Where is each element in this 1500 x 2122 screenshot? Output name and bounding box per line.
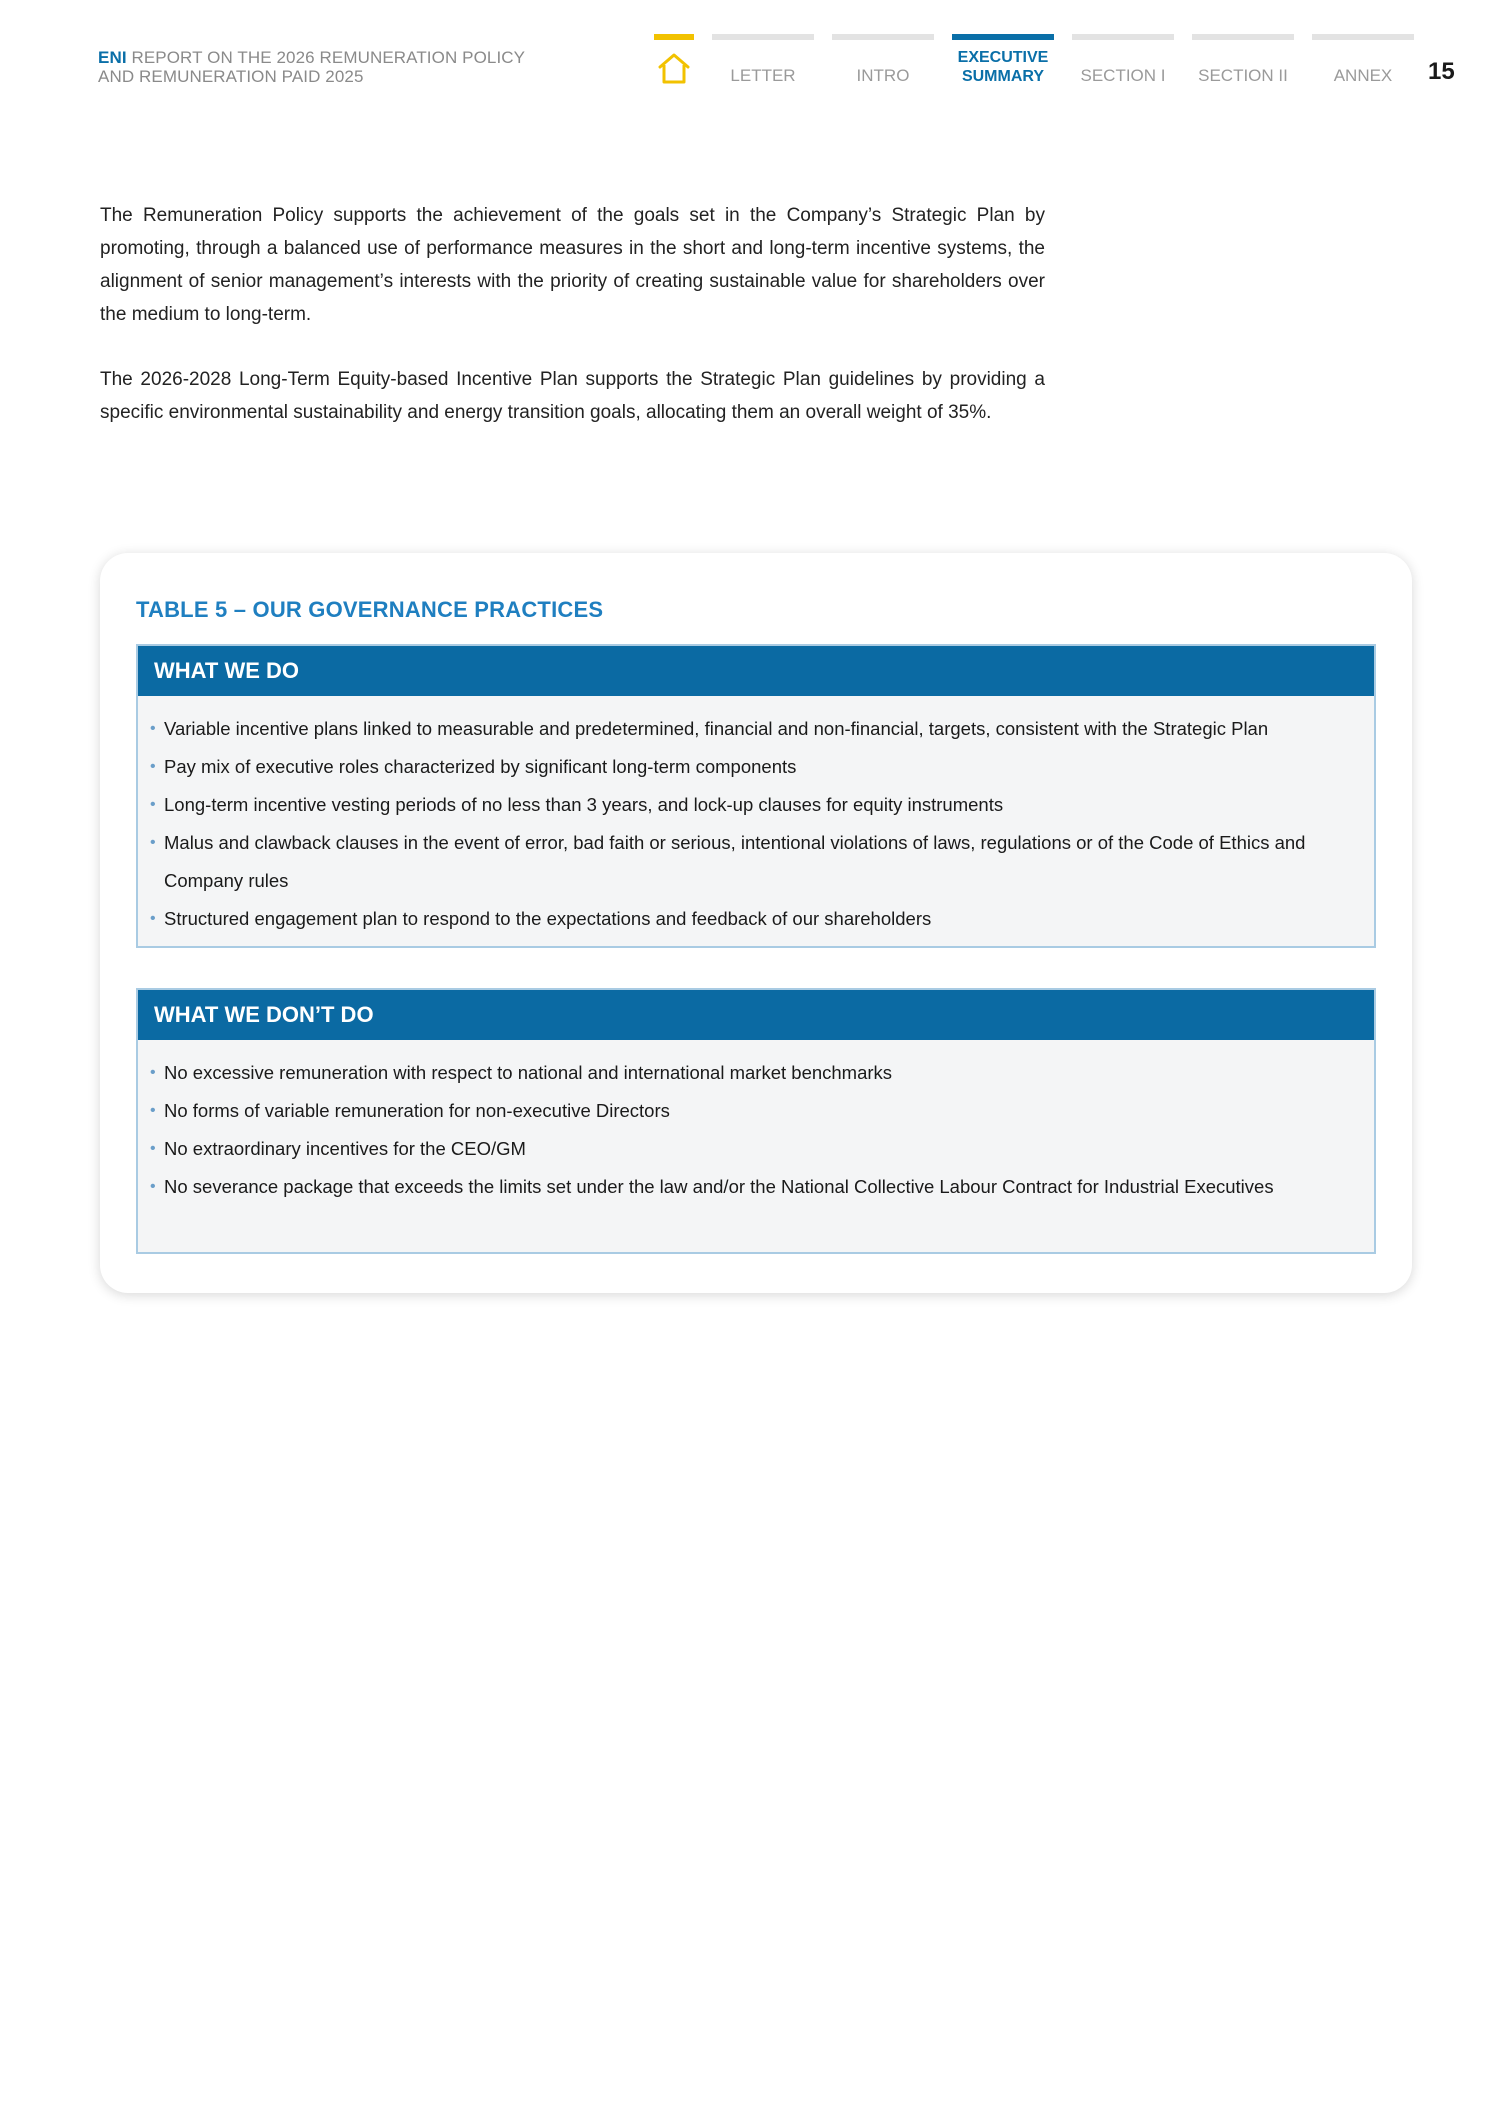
nav-bar-executive-summary bbox=[952, 34, 1054, 40]
bullet-icon: • bbox=[150, 758, 156, 775]
nav-tab-intro[interactable] bbox=[832, 34, 934, 90]
what-we-do-list bbox=[138, 696, 1374, 944]
list-item-text: Pay mix of executive roles characterized by significant long-term components bbox=[164, 756, 797, 777]
bullet-icon: • bbox=[150, 1140, 156, 1157]
nav-label-letter: LETTER bbox=[730, 66, 796, 85]
what-we-dont-do-heading: WHAT WE DON’T DO bbox=[138, 990, 1374, 1040]
list-item bbox=[148, 710, 1364, 748]
nav-tab-section-2[interactable] bbox=[1192, 34, 1294, 90]
title-line-1: REPORT ON THE 2026 REMUNERATION POLICY bbox=[131, 48, 526, 67]
bullet-icon: • bbox=[150, 720, 156, 737]
nav-tab-section-1[interactable] bbox=[1072, 34, 1174, 90]
nav-bar-letter bbox=[712, 34, 814, 40]
list-item-text: No excessive remuneration with respect to national and international market benchmarks bbox=[164, 1062, 893, 1083]
list-item bbox=[148, 900, 1364, 938]
nav-tab-annex[interactable] bbox=[1312, 34, 1414, 90]
nav-bar-annex bbox=[1312, 34, 1414, 40]
nav-label-section-2: SECTION II bbox=[1198, 66, 1288, 85]
bullet-icon: • bbox=[150, 796, 156, 813]
intro-paragraph-2: The 2026-2028 Long-Term Equity-based Incentive Plan supports the Strategic Plan guidelines by providing a specific environmental sustainability and energy transition goals, allocating them an overall weight of 35%. bbox=[100, 369, 1045, 423]
list-item bbox=[148, 786, 1364, 824]
list-item-text: No forms of variable remuneration for non-executive Directors bbox=[164, 1100, 670, 1121]
nav-bar-home bbox=[654, 34, 694, 40]
document-title bbox=[98, 48, 525, 86]
list-item-text: Structured engagement plan to respond to the expectations and feedback of our shareholders bbox=[164, 908, 932, 929]
list-item-text: Long-term incentive vesting periods of no less than 3 years, and lock-up clauses for equity instruments bbox=[164, 794, 1004, 815]
bullet-icon: • bbox=[150, 910, 156, 927]
nav-bar-section-2 bbox=[1192, 34, 1294, 40]
title-line-2: AND REMUNERATION PAID 2025 bbox=[98, 67, 364, 86]
nav-bar-section-1 bbox=[1072, 34, 1174, 40]
nav-tab-letter[interactable] bbox=[712, 34, 814, 90]
nav-tab-executive-summary[interactable] bbox=[952, 34, 1054, 90]
nav-tab-home[interactable] bbox=[654, 34, 694, 90]
list-item-text: Malus and clawback clauses in the event of error, bad faith or serious, intentional violations of laws, regulations or of the Code of Ethics and Company rules bbox=[164, 832, 1306, 891]
page-number: 15 bbox=[1428, 58, 1455, 85]
list-item-text: No severance package that exceeds the limits set under the law and/or the National Collective Labour Contract for Industrial Executives bbox=[164, 1176, 1274, 1197]
what-we-do-heading: WHAT WE DO bbox=[138, 646, 1374, 696]
list-item bbox=[148, 1130, 1364, 1168]
what-we-do-panel bbox=[136, 644, 1376, 948]
home-icon bbox=[656, 50, 692, 86]
bullet-icon: • bbox=[150, 1178, 156, 1195]
page-header bbox=[0, 0, 1500, 110]
list-item bbox=[148, 1092, 1364, 1130]
bullet-icon: • bbox=[150, 834, 156, 851]
nav-label-intro: INTRO bbox=[856, 66, 910, 85]
nav-label-executive-summary: EXECUTIVE SUMMARY bbox=[957, 49, 1049, 85]
list-item bbox=[148, 1054, 1364, 1092]
nav-label-section-1: SECTION I bbox=[1080, 66, 1166, 85]
nav-label-annex: ANNEX bbox=[1333, 66, 1393, 85]
list-item bbox=[148, 748, 1364, 786]
brand-name: ENI bbox=[98, 48, 127, 67]
bullet-icon: • bbox=[150, 1102, 156, 1119]
bullet-icon: • bbox=[150, 1064, 156, 1081]
list-item bbox=[148, 824, 1364, 900]
what-we-dont-do-panel bbox=[136, 988, 1376, 1254]
list-item-text: No extraordinary incentives for the CEO/GM bbox=[164, 1138, 526, 1159]
table-title: TABLE 5 – OUR GOVERNANCE PRACTICES bbox=[136, 597, 604, 622]
list-item bbox=[148, 1168, 1364, 1206]
intro-paragraph-1: The Remuneration Policy supports the achievement of the goals set in the Company’s Strategic Plan by promoting, through a balanced use of performance measures in the short and long-term incentive systems, the alignment of senior management’s interests with the priority of creating sustainable value for shareholders over the medium to long-term. bbox=[100, 205, 1045, 325]
list-item-text: Variable incentive plans linked to measurable and predetermined, financial and non-financial, targets, consistent with the Strategic Plan bbox=[164, 718, 1269, 739]
nav-bar-intro bbox=[832, 34, 934, 40]
what-we-dont-do-list bbox=[138, 1040, 1374, 1212]
